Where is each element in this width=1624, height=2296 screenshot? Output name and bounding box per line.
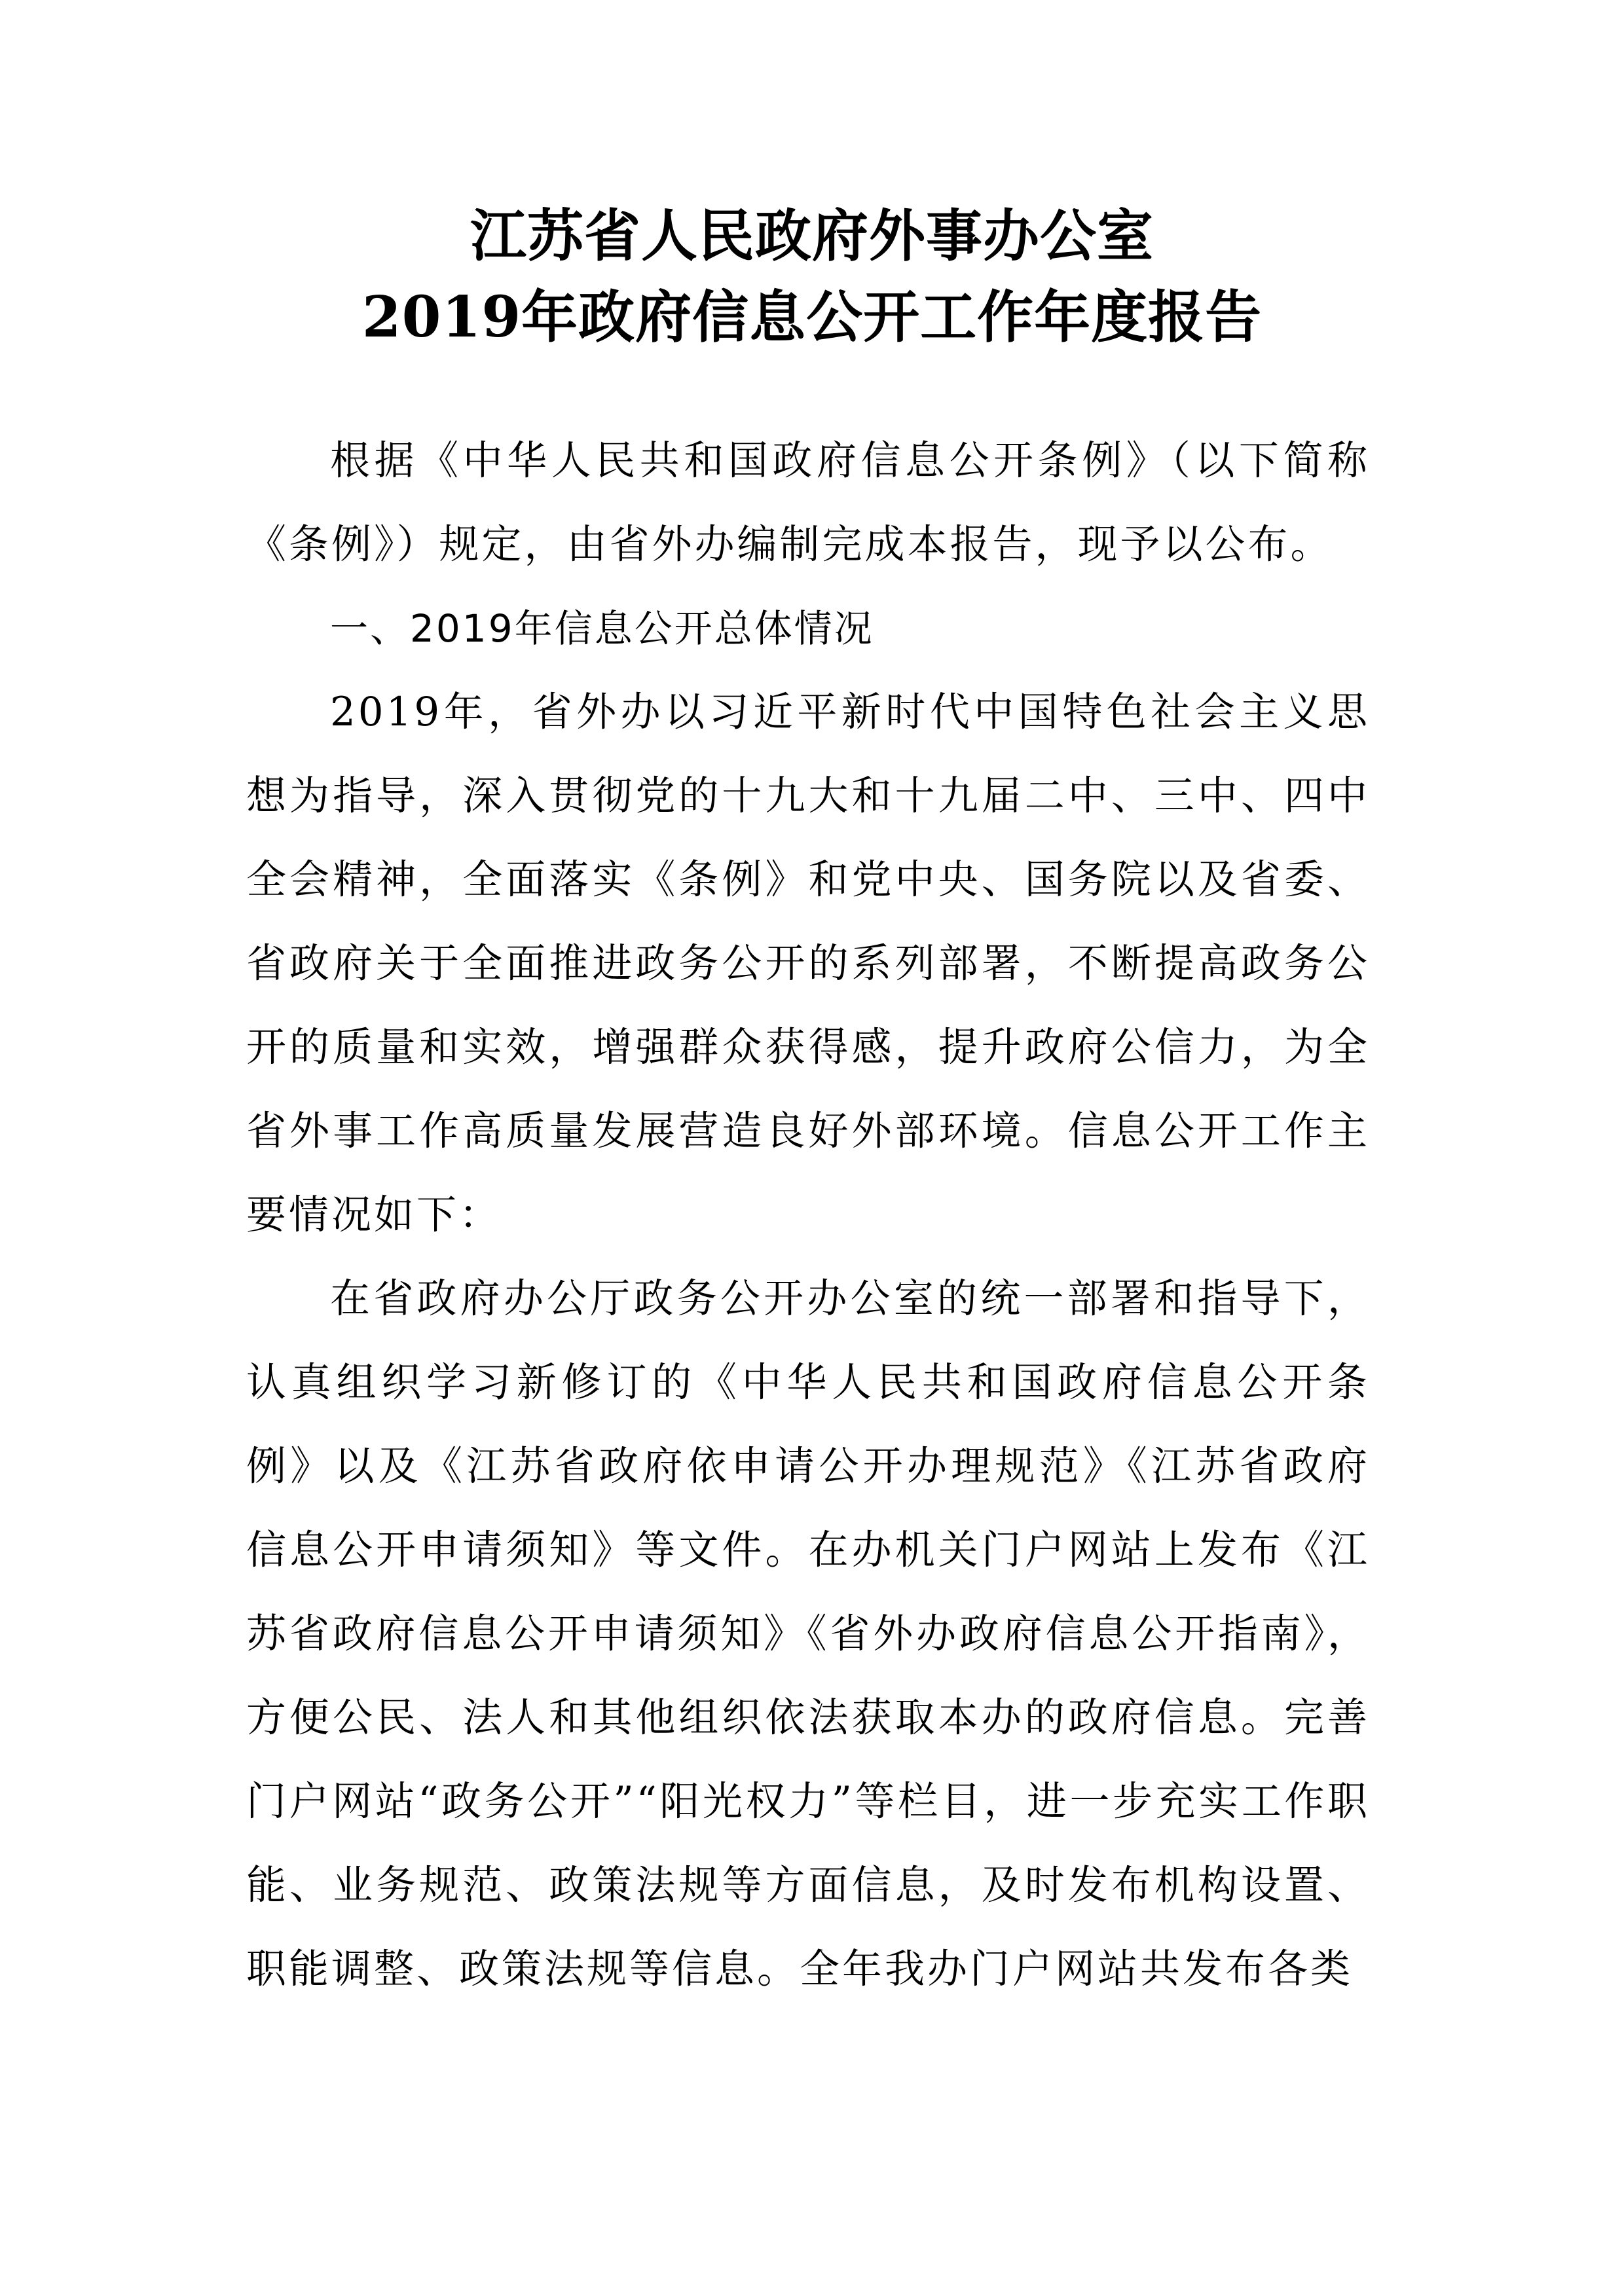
body-paragraph: 在省政府办公厅政务公开办公室的统一部署和指导下，认真组织学习新修订的《中华人民共和国政府信息公开条例》以及《江苏省政府依申请公开办理规范》《江苏省政府信息公开申请须知》等文件。在办机关门户网站上发布《江苏省政府信息公开申请须知》《省外办政府信息公开指南》，方便公民、法人和其他组织依法获取本办的政府信息。完善门户网站“政务公开”“阳光权力”等栏目，进一步充实工作职能、业务规范、政策法规等方面信息，及时发布机构设置、职能调整、政策法规等信息。全年我办门户网站共发布各类	[246, 1275, 1370, 1992]
intro-paragraph: 根据《中华人民共和国政府信息公开条例》（以下简称《条例》）规定，由省外办编制完成本报告，现予以公布。	[246, 437, 1370, 568]
document-body	[246, 419, 1370, 2011]
document-title-line-2: 2019年政府信息公开工作年度报告	[361, 284, 1263, 350]
document-title-line-1: 江苏省人民政府外事办公室	[470, 203, 1154, 269]
section-heading: 一、2019年信息公开总体情况	[330, 606, 874, 651]
body-paragraph: 2019年，省外办以习近平新时代中国特色社会主义思想为指导，深入贯彻党的十九大和十九届二中、三中、四中全会精神，全面落实《条例》和党中央、国务院以及省委、省政府关于全面推进政务公开的系列部署，不断提高政务公开的质量和实效，增强群众获得感，提升政府公信力，为全省外事工作高质量发展营造良好外部环境。信息公开工作主要情况如下：	[246, 689, 1370, 1238]
